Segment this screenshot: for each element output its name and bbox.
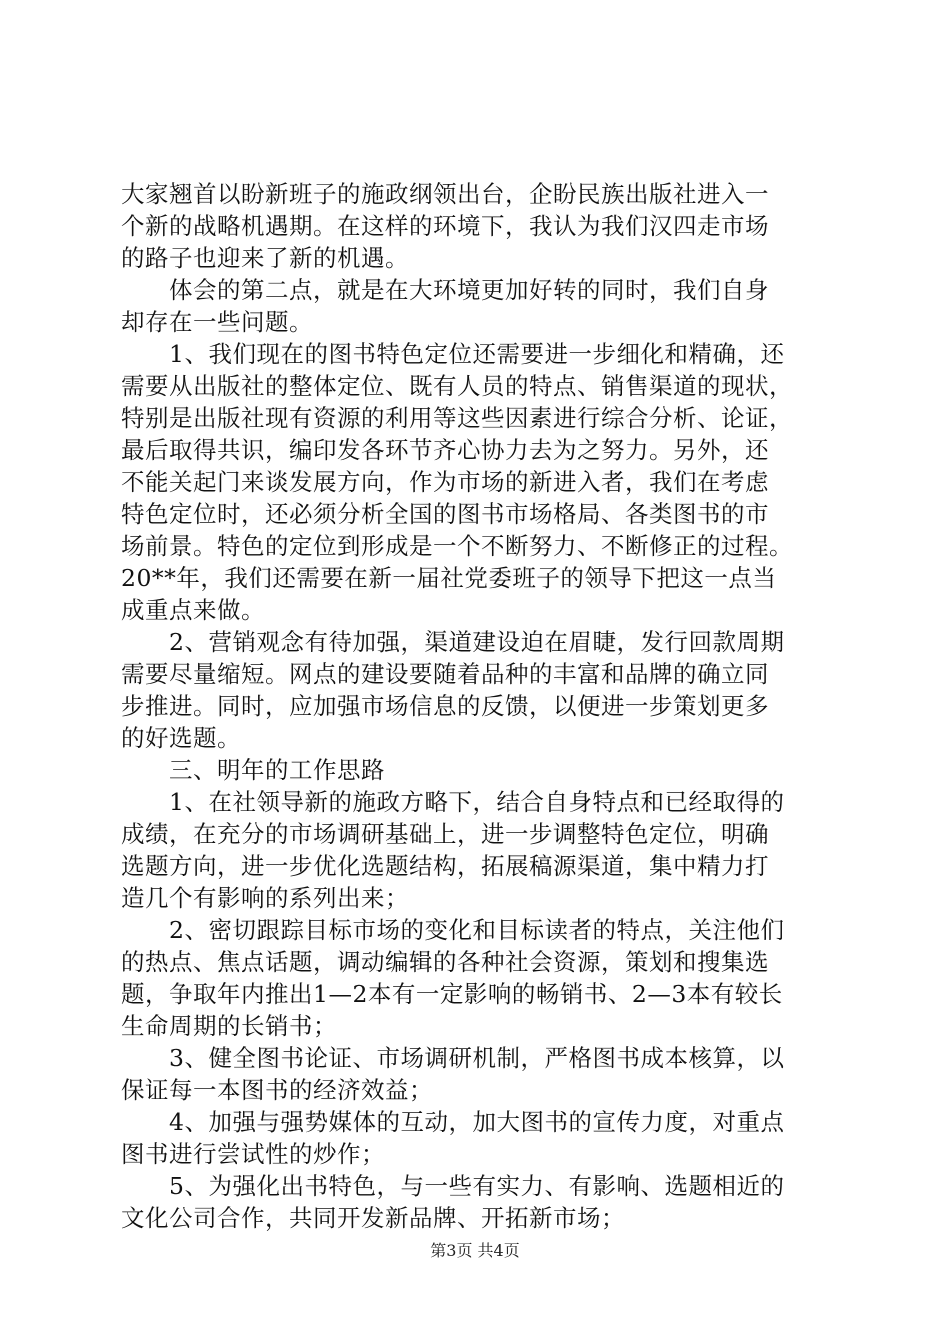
- text-line: 4、加强与强势媒体的互动，加大图书的宣传力度，对重点: [121, 1108, 785, 1136]
- text-line: 场前景。特色的定位到形成是一个不断努力、不断修正的过程。: [121, 532, 793, 560]
- text-line: 造几个有影响的系列出来；: [121, 884, 409, 912]
- paragraph-plan-2: [121, 914, 831, 1042]
- text-line: 成绩，在充分的市场调研基础上，进一步调整特色定位，明确: [121, 820, 769, 848]
- text-line: 文化公司合作，共同开发新品牌、开拓新市场；: [121, 1204, 625, 1232]
- text-line: 1、在社领导新的施政方略下，结合自身特点和已经取得的: [121, 788, 785, 816]
- document-body: [121, 178, 831, 1234]
- text-line: 体会的第二点，就是在大环境更加好转的同时，我们自身: [121, 276, 769, 304]
- text-line: 特别是出版社现有资源的利用等这些因素进行综合分析、论证，: [121, 404, 793, 432]
- paragraph-plan-4: [121, 1106, 831, 1170]
- section-heading: 三、明年的工作思路: [121, 756, 385, 784]
- text-line: 1、我们现在的图书特色定位还需要进一步细化和精确，还: [121, 340, 785, 368]
- text-line: 20**年，我们还需要在新一届社党委班子的领导下把这一点当: [121, 564, 777, 592]
- text-line: 的热点、焦点话题，调动编辑的各种社会资源，策划和搜集选: [121, 948, 769, 976]
- text-line: 成重点来做。: [121, 596, 265, 624]
- text-line: 2、密切跟踪目标市场的变化和目标读者的特点，关注他们: [121, 916, 785, 944]
- text-line: 最后取得共识，编印发各环节齐心协力去为之努力。另外，还: [121, 436, 769, 464]
- text-line: 却存在一些问题。: [121, 308, 313, 336]
- text-line: 图书进行尝试性的炒作；: [121, 1140, 385, 1168]
- text-line: 的路子也迎来了新的机遇。: [121, 244, 409, 272]
- text-line: 生命周期的长销书；: [121, 1012, 337, 1040]
- paragraph-plan-5: [121, 1170, 831, 1234]
- text-line: 5、为强化出书特色，与一些有实力、有影响、选题相近的: [121, 1172, 785, 1200]
- paragraph-intro-continuation: [121, 178, 831, 274]
- text-line: 个新的战略机遇期。在这样的环境下，我认为我们汉四走市场: [121, 212, 769, 240]
- text-line: 3、健全图书论证、市场调研机制，严格图书成本核算，以: [121, 1044, 785, 1072]
- text-line: 步推进。同时，应加强市场信息的反馈，以便进一步策划更多: [121, 692, 769, 720]
- paragraph-problem-1: [121, 338, 831, 626]
- text-line: 题，争取年内推出1—2本有一定影响的畅销书、2—3本有较长: [121, 980, 783, 1008]
- text-line: 需要尽量缩短。网点的建设要随着品种的丰富和品牌的确立同: [121, 660, 769, 688]
- text-line: 需要从出版社的整体定位、既有人员的特点、销售渠道的现状，: [121, 372, 793, 400]
- text-line: 大家翘首以盼新班子的施政纲领出台，企盼民族出版社进入一: [121, 180, 769, 208]
- text-line: 特色定位时，还必须分析全国的图书市场格局、各类图书的市: [121, 500, 769, 528]
- text-line: 2、营销观念有待加强，渠道建设迫在眉睫，发行回款周期: [121, 628, 785, 656]
- paragraph-problem-2: [121, 626, 831, 754]
- text-line: 不能关起门来谈发展方向，作为市场的新进入者，我们在考虑: [121, 468, 769, 496]
- section-heading-next-year-plan: [121, 754, 831, 786]
- page-number-footer: 第3页 共4页: [430, 1241, 520, 1260]
- text-line: 保证每一本图书的经济效益；: [121, 1076, 433, 1104]
- paragraph-second-point: [121, 274, 831, 338]
- text-line: 的好选题。: [121, 724, 241, 752]
- text-line: 选题方向，进一步优化选题结构，拓展稿源渠道，集中精力打: [121, 852, 769, 880]
- paragraph-plan-3: [121, 1042, 831, 1106]
- paragraph-plan-1: [121, 786, 831, 914]
